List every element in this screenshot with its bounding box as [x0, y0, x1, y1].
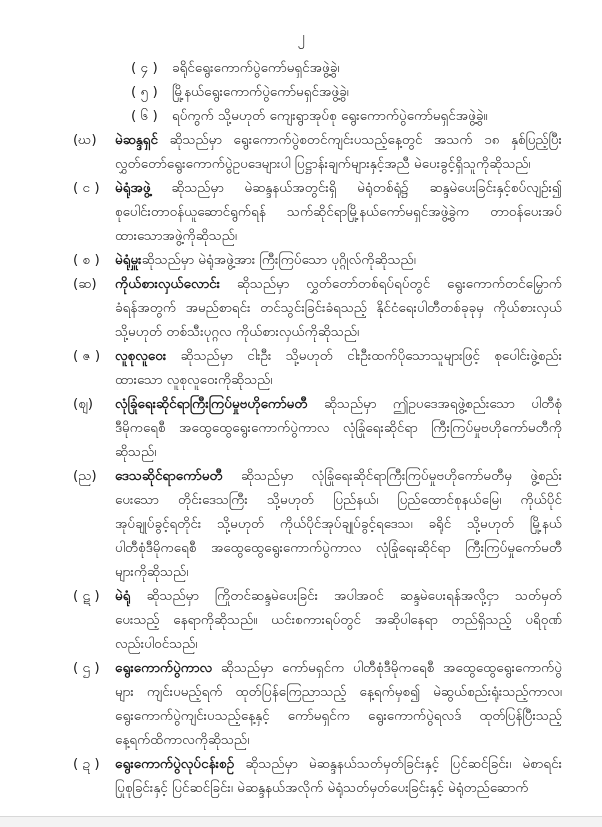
item-label: ( င ) — [73, 180, 100, 196]
text-line: ရပ်ကွက် သို့မဟုတ် ကျေးရွာအုပ်စု ရွေးကောက်ပွဲကော်မရှင်အဖွဲ့ခွဲ။ — [172, 108, 488, 124]
item-text — [115, 656, 562, 752]
defined-term: ရွေးကောက်ပွဲကာလ — [115, 660, 213, 676]
text-line: များ ကျင်းပမည့်ရက် ထုတ်ပြန်ကြေညာသည့် နေ့ရက်မှစ၍ မဲဆွယ်စည်းရုံးသည့်ကာလ၊ — [115, 684, 562, 700]
text-line: ပါတီစုံဒီမိုကရေစီ အထွေထွေရွေးကောက်ပွဲကာလ လုံခြုံရေးဆိုင်ရာ ကြီးကြပ်မှုကော်မတီ — [115, 540, 562, 556]
item-label: ( ဍ ) — [73, 756, 100, 772]
item-text — [115, 128, 562, 176]
defined-term: မဲရုံအဖွဲ့ — [115, 180, 151, 196]
definition-item — [73, 752, 562, 800]
text-line: အုပ်ချုပ်ခွင့်ရတိုင်း သို့မဟုတ် ကိုယ်ပိုင်အုပ်ချုပ်ခွင့်ရဒေသ၊ ခရိုင် သို့မဟုတ် မြို့နယ် — [115, 516, 562, 532]
text-line: ရွေးကောက်ပွဲကျင်းပသည့်နေ့နှင့် ကော်မရှင်က ရွေးကောက်ပွဲရလဒ် ထုတ်ပြန်ပြီးသည့် — [115, 708, 562, 724]
text-line: လူစုလူဝေး ဆိုသည်မှာ ငါးဦး သို့မဟုတ် ငါးဦးထက်ပိုသောသူများဖြင့် စုပေါင်းဖွဲ့စည်း — [115, 348, 562, 364]
item-label: (ဃ) — [73, 132, 97, 148]
text-line: ဒေသဆိုင်ရာကော်မတီ ဆိုသည်မှာ လုံခြုံရေးဆိုင်ရာကြီးကြပ်မှုဗဟိုကော်မတီမှ ဖွဲ့စည်း — [115, 468, 562, 484]
item-label: (ဈ) — [73, 396, 94, 412]
item-text — [115, 752, 562, 800]
item-text — [115, 392, 562, 464]
defined-term: ရွေးကောက်ပွဲလုပ်ငန်းစဉ် — [115, 756, 235, 772]
defined-term: မဲရုံ — [115, 588, 131, 604]
text-line: ပေးသော တိုင်းဒေသကြီး သို့မဟုတ် ပြည်နယ်၊ ပြည်ထောင်စုနယ်မြေ၊ ကိုယ်ပိုင် — [115, 492, 562, 508]
defined-term: မဲရုံမှူး — [115, 252, 142, 268]
text-line: ပြုစုခြင်းနှင့် ပြင်ဆင်ခြင်း၊ မဲဆန္ဒနယ်အလိုက် မဲရုံသတ်မှတ်ပေးခြင်းနှင့် မဲရုံတည်ဆောက် — [115, 780, 529, 796]
text-line: ဆိုသည်၊ — [115, 444, 157, 460]
text-line: ရွေးကောက်ပွဲကာလ ဆိုသည်မှာ ကော်မရှင်က ပါတီစုံဒီမိုကရေစီ အထွေထွေရွေးကောက်ပွဲ — [115, 660, 562, 676]
definition-item — [73, 464, 562, 584]
text-line: မဲရုံ ဆိုသည်မှာ ကြိုတင်ဆန္ဒမဲပေးခြင်း အပါအဝင် ဆန္ဒမဲပေးရန်အလို့ငှာ သတ်မှတ် — [115, 588, 562, 604]
item-label: ( ၄ ) — [131, 60, 158, 76]
text-line: မြို့နယ်ရွေးကောက်ပွဲကော်မရှင်အဖွဲ့ခွဲ၊ — [172, 84, 349, 100]
page-number: ၂ — [297, 28, 305, 46]
definition-item — [73, 344, 562, 392]
item-label: ( ဌ ) — [73, 660, 100, 676]
definition-item — [73, 248, 562, 272]
defined-term: ဒေသဆိုင်ရာကော်မတီ — [115, 468, 223, 484]
text-line: များကိုဆိုသည်၊ — [115, 564, 189, 580]
list-item-sub — [131, 104, 562, 128]
definition-item — [73, 176, 562, 248]
item-label: ( စ ) — [73, 252, 100, 268]
item-text — [115, 248, 562, 272]
text-line: လုံခြုံရေးဆိုင်ရာကြီးကြပ်မှုဗဟိုကော်မတီ ဆိုသည်မှာ ဤဥပဒေအရဖွဲ့စည်းသော ပါတီစုံ — [115, 396, 562, 412]
text-line: နေ့ရက်ထိကာလကိုဆိုသည်၊ — [115, 732, 250, 748]
defined-term: မဲဆန္ဒရှင် — [115, 132, 158, 148]
text-line: မဲဆန္ဒရှင် ဆိုသည်မှာ ရွေးကောက်ပွဲစတင်ကျင်းပသည့်နေ့တွင် အသက် ၁၈ နှစ်ပြည့်ပြီး — [115, 132, 562, 148]
text-line: ပေးသည့် နေရာကိုဆိုသည်။ ယင်းစကားရပ်တွင် အဆိုပါနေရာ တည်ရှိသည့် ပရိဝုဏ် — [115, 612, 562, 628]
item-text — [172, 80, 562, 104]
text-line: ထားသောအဖွဲ့ကိုဆိုသည်၊ — [115, 228, 238, 244]
definition-item — [73, 392, 562, 464]
defined-term: ကိုယ်စားလှယ်လောင်း — [115, 276, 221, 292]
item-label: (ဆ) — [73, 276, 97, 292]
defined-term: လူစုလူဝေး — [115, 348, 167, 364]
text-line: လည်းပါဝင်သည်၊ — [115, 636, 198, 652]
defined-term: လုံခြုံရေးဆိုင်ရာကြီးကြပ်မှုဗဟိုကော်မတီ — [115, 396, 308, 412]
text-line: စုပေါင်းတာဝန်ယူဆောင်ရွက်ရန် သက်ဆိုင်ရာမြို့နယ်ကော်မရှင်အဖွဲ့ခွဲက တာဝန်ပေးအပ် — [115, 204, 562, 220]
item-text — [115, 584, 562, 656]
item-text — [172, 56, 562, 80]
item-text — [115, 344, 562, 392]
item-label: (ည) — [73, 468, 97, 484]
text-line: လွှတ်တော်ရွေးကောက်ပွဲဥပဒေများပါ ပြဋ္ဌာန်းချက်များနှင့်အညီ မဲပေးခွင့်ရှိသူကိုဆိုသည်၊ — [115, 156, 531, 172]
text-line: ကိုယ်စားလှယ်လောင်း ဆိုသည်မှာ လွှတ်တော်တစ်ရပ်ရပ်တွင် ရွေးကောက်တင်မြှောက် — [115, 276, 562, 292]
definition-item — [73, 656, 562, 752]
item-label: ( ဋ ) — [73, 588, 100, 604]
item-text — [115, 272, 562, 344]
list-item-sub — [131, 80, 562, 104]
definitions-list — [73, 56, 562, 800]
list-item-sub — [131, 56, 562, 80]
text-line: ရွေးကောက်ပွဲလုပ်ငန်းစဉ် ဆိုသည်မှာ မဲဆန္ဒနယ်သတ်မှတ်ခြင်းနှင့် ပြင်ဆင်ခြင်း၊ မဲစာရင်း — [115, 756, 562, 772]
definition-item — [73, 584, 562, 656]
item-text — [115, 464, 562, 584]
item-label: ( ၆ ) — [131, 108, 158, 124]
item-label: ( ၅ ) — [131, 84, 158, 100]
item-label: ( ဇ ) — [73, 348, 101, 364]
item-text — [115, 176, 562, 248]
text-line: မဲရုံမှူးဆိုသည်မှာ မဲရုံအဖွဲ့အား ကြီးကြပ်သော ပုဂ္ဂိုလ်ကိုဆိုသည်၊ — [115, 252, 416, 268]
viewer-bottom-strip — [0, 816, 602, 827]
text-line: သို့မဟုတ် တစ်သီးပုဂ္ဂလ ကိုယ်စားလှယ်ကိုဆိုသည်၊ — [115, 324, 360, 340]
text-line: မဲရုံအဖွဲ့ ဆိုသည်မှာ မဲဆန္ဒနယ်အတွင်းရှိ မဲရုံတစ်ရုံ၌ ဆန္ဒမဲပေးခြင်းနှင့်စပ်လျဉ်း၍ — [115, 180, 562, 196]
text-line: ထားသော လူစုလူဝေးကိုဆိုသည်၊ — [115, 372, 273, 388]
item-text — [172, 104, 562, 128]
text-line: ခရိုင်ရွေးကောက်ပွဲကော်မရှင်အဖွဲ့ခွဲ၊ — [172, 60, 340, 76]
text-line: ခံရန်အတွက် အမည်စာရင်း တင်သွင်းခြင်းခံရသည့် နိုင်ငံရေးပါတီတစ်ခုခုမှ ကိုယ်စားလှယ် — [115, 300, 562, 316]
definition-item — [73, 272, 562, 344]
text-line: ဒီမိုကရေစီ အထွေထွေရွေးကောက်ပွဲကာလ လုံခြုံရေးဆိုင်ရာ ကြီးကြပ်မှုဗဟိုကော်မတီကို — [115, 420, 562, 436]
definition-item — [73, 128, 562, 176]
